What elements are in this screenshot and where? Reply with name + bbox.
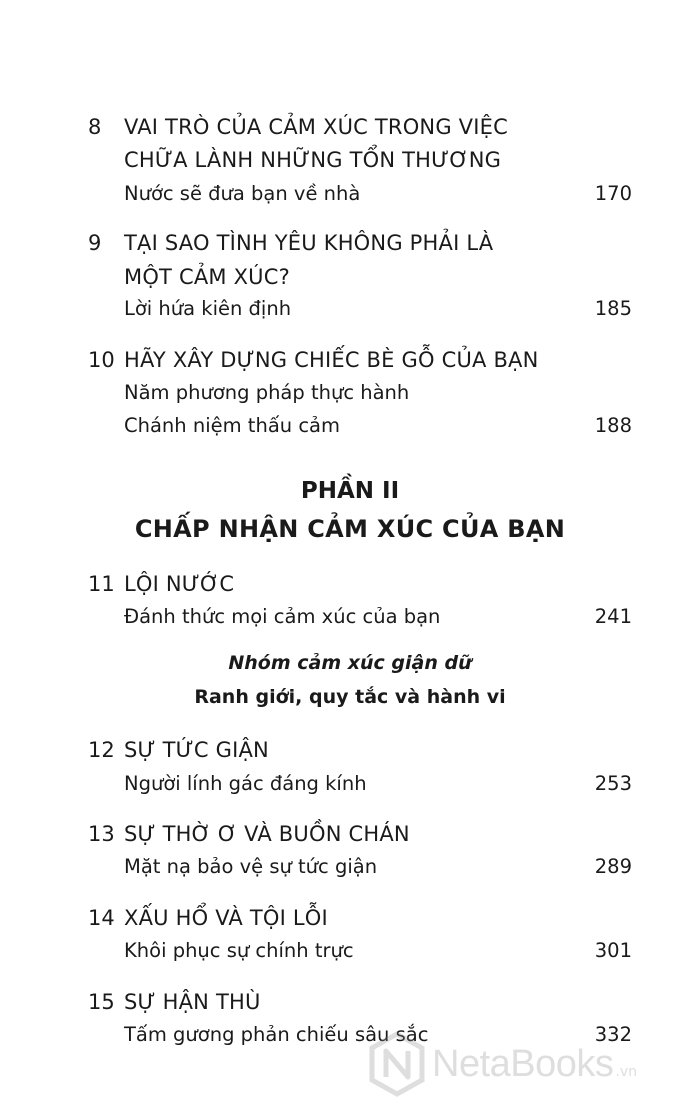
- chapter-subtitle: Người lính gác đáng kính: [124, 772, 367, 795]
- chapter-subtitle: Khôi phục sự chính trực: [124, 939, 354, 962]
- chapter-number: 11: [88, 572, 115, 596]
- part-label: PHẦN II: [300, 478, 400, 504]
- watermark-brand: NetaBooks: [432, 1042, 614, 1085]
- chapter-number: 12: [88, 738, 115, 762]
- watermark: [368, 1024, 698, 1104]
- chapter-title-line-1: VAI TRÒ CỦA CẢM XÚC TRONG VIỆC: [124, 115, 508, 139]
- page-number: 332: [594, 1023, 632, 1046]
- part-title: CHẤP NHẬN CẢM XÚC CỦA BẠN: [134, 515, 566, 543]
- page-number: 188: [594, 414, 632, 437]
- page-number: 170: [594, 182, 632, 205]
- chapter-number: 15: [88, 990, 115, 1014]
- chapter-title: SỰ TỨC GIẬN: [124, 738, 269, 762]
- chapter-number: 8: [88, 115, 102, 139]
- chapter-subtitle-line-1: Năm phương pháp thực hành: [124, 381, 410, 404]
- chapter-subtitle: Tấm gương phản chiếu sâu sắc: [124, 1023, 429, 1046]
- chapter-number: 13: [88, 822, 115, 846]
- chapter-number: 14: [88, 906, 115, 930]
- page-number: 301: [594, 939, 632, 962]
- chapter-title-line-1: TẠI SAO TÌNH YÊU KHÔNG PHẢI LÀ: [124, 231, 494, 255]
- chapter-subtitle: Lời hứa kiên định: [124, 297, 292, 320]
- chapter-title-line-1: HÃY XÂY DỰNG CHIẾC BÈ GỖ CỦA BẠN: [124, 348, 539, 372]
- watermark-suffix: .vn: [615, 1064, 637, 1080]
- page-number: 253: [594, 772, 632, 795]
- chapter-title: SỰ HẬN THÙ: [124, 990, 261, 1014]
- chapter-subtitle: Mặt nạ bảo vệ sự tức giận: [124, 855, 378, 878]
- chapter-number: 10: [88, 348, 115, 372]
- chapter-title: LỘI NƯỚC: [124, 572, 235, 596]
- chapter-title-line-2: MỘT CẢM XÚC?: [124, 265, 290, 289]
- page-number: 241: [594, 605, 632, 628]
- chapter-title: XẤU HỔ VÀ TỘI LỖI: [124, 906, 328, 930]
- chapter-title-line-2: CHỮA LÀNH NHỮNG TỔN THƯƠNG: [124, 148, 502, 172]
- netabooks-logo-icon: [368, 1031, 426, 1097]
- chapter-title: SỰ THỜ Ơ VÀ BUỒN CHÁN: [124, 822, 410, 846]
- chapter-subtitle: Nước sẽ đưa bạn về nhà: [124, 182, 361, 205]
- group-subheading: Ranh giới, quy tắc và hành vi: [194, 686, 506, 708]
- chapter-number: 9: [88, 231, 102, 255]
- group-heading: Nhóm cảm xúc giận dữ: [228, 652, 472, 674]
- chapter-subtitle-line-2: Chánh niệm thấu cảm: [124, 414, 340, 437]
- page-number: 185: [594, 297, 632, 320]
- chapter-subtitle: Đánh thức mọi cảm xúc của bạn: [124, 605, 441, 628]
- page-number: 289: [594, 855, 632, 878]
